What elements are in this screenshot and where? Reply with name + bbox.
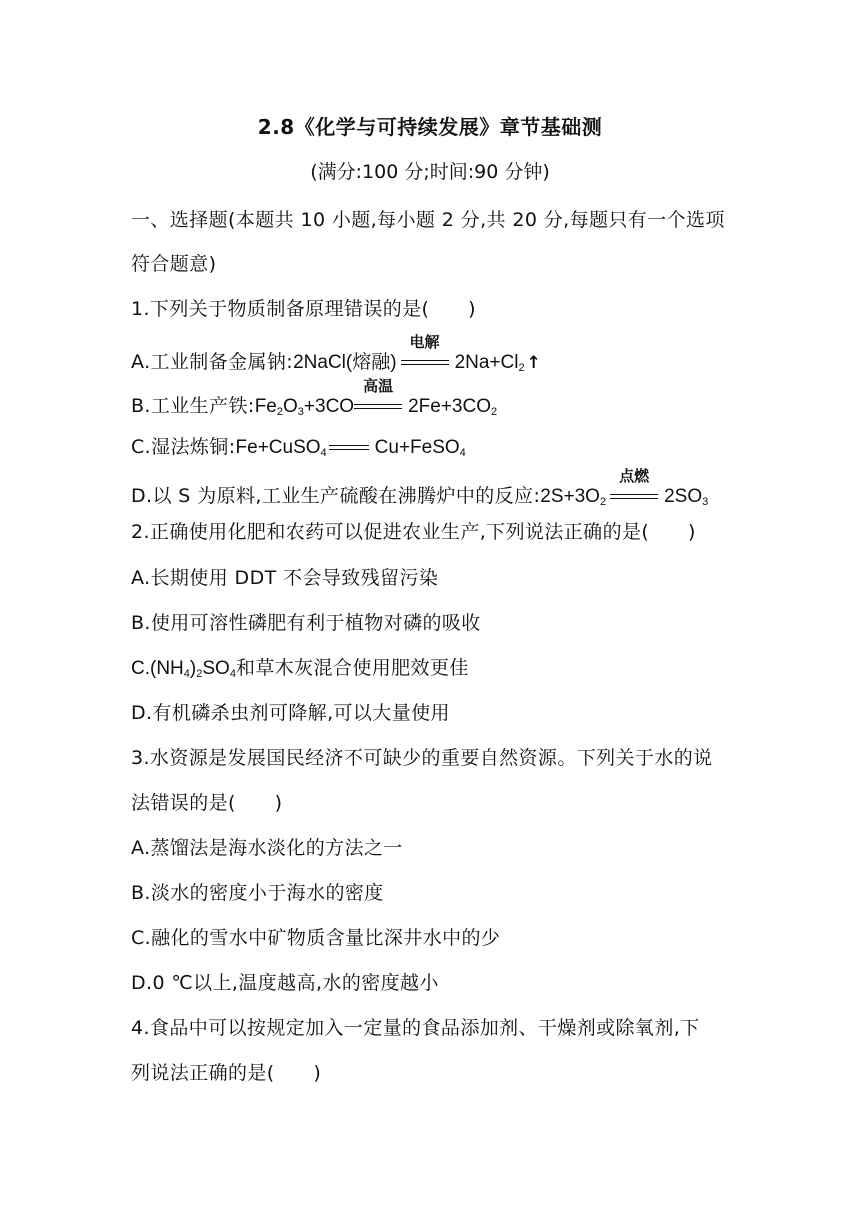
q1-b-condition-label: 高温 xyxy=(363,377,394,395)
double-line-equals-icon xyxy=(329,445,369,450)
q1-option-a xyxy=(131,333,542,375)
q1-option-c xyxy=(131,435,466,460)
q1-a-condition-label: 电解 xyxy=(409,333,440,351)
q1-d-text: D.以 S 为原料,工业生产硫酸在沸腾炉中的反应: xyxy=(131,485,541,507)
q2-option-b: B.使用可溶性磷肥有利于植物对磷的吸收 xyxy=(131,612,481,634)
q1-b-rhs: $2Fe+3CO_2$ xyxy=(408,396,498,418)
q1-c-text: C.湿法炼铜: xyxy=(131,436,236,458)
section-heading-line2: 符合题意) xyxy=(131,253,217,275)
q3-stem-line2: 法错误的是( ) xyxy=(131,792,283,814)
q2-c-formula: $C.(NH_4)_2SO_4$ xyxy=(131,658,236,680)
q3-option-a: A.蒸馏法是海水淡化的方法之一 xyxy=(131,837,403,859)
q4-stem-line2: 列说法正确的是( ) xyxy=(131,1062,322,1084)
q1-b-lhs: $Fe_2O_3+3CO$ xyxy=(254,396,355,418)
q1-a-text: A.工业制备金属钠: xyxy=(131,351,294,373)
q1-d-condition xyxy=(610,467,658,508)
q3-option-d: D.0 ℃以上,温度越高,水的密度越小 xyxy=(131,972,439,994)
q3-stem-line1: 3.水资源是发展国民经济不可缺少的重要自然资源。下列关于水的说 xyxy=(131,747,713,769)
q1-a-rhs: $2Na+Cl_2$ xyxy=(454,352,525,374)
q1-d-rhs: $2SO_3$ xyxy=(664,486,709,508)
q1-c-rhs: Cu+FeSO$_4$ xyxy=(374,437,466,459)
q1-c-lhs: Fe+CuSO$_4$ xyxy=(235,437,327,459)
q1-d-lhs: $2S+3O_2$ xyxy=(540,486,607,508)
gas-up-arrow-icon: ↑ xyxy=(526,353,542,373)
q1-option-d xyxy=(131,467,709,509)
q1-b-text: B.工业生产铁: xyxy=(131,395,255,417)
q1-stem: 1.下列关于物质制备原理错误的是( ) xyxy=(131,298,476,320)
page-title: 2.8《化学与可持续发展》章节基础测 xyxy=(257,115,603,139)
q3-option-b: B.淡水的密度小于海水的密度 xyxy=(131,882,384,904)
q1-a-lhs: 2NaCl(熔融) xyxy=(293,352,397,373)
q2-stem: 2.正确使用化肥和农药可以促进农业生产,下列说法正确的是( ) xyxy=(131,521,696,543)
q2-option-c xyxy=(131,656,469,681)
double-line-equals-icon xyxy=(354,404,402,409)
q1-d-condition-label: 点燃 xyxy=(619,467,650,485)
q2-option-a: A.长期使用 DDT 不会导致残留污染 xyxy=(131,567,439,589)
q1-c-condition xyxy=(329,435,369,459)
page-subtitle: (满分:100 分;时间:90 分钟) xyxy=(310,161,550,183)
q4-stem-line1: 4.食品中可以按规定加入一定量的食品添加剂、干燥剂或除氧剂,下 xyxy=(131,1017,700,1039)
section-heading-line1: 一、选择题(本题共 10 小题,每小题 2 分,共 20 分,每题只有一个选项 xyxy=(131,209,725,231)
q2-c-text: 和草木灰混合使用肥效更佳 xyxy=(235,657,469,679)
q3-option-c: C.融化的雪水中矿物质含量比深井水中的少 xyxy=(131,927,501,949)
q1-a-condition xyxy=(401,333,449,374)
q1-option-b xyxy=(131,377,498,419)
double-line-equals-icon xyxy=(610,494,658,499)
q2-option-d: D.有机磷杀虫剂可降解,可以大量使用 xyxy=(131,702,450,724)
q1-b-condition xyxy=(354,377,402,418)
double-line-equals-icon xyxy=(401,360,449,365)
